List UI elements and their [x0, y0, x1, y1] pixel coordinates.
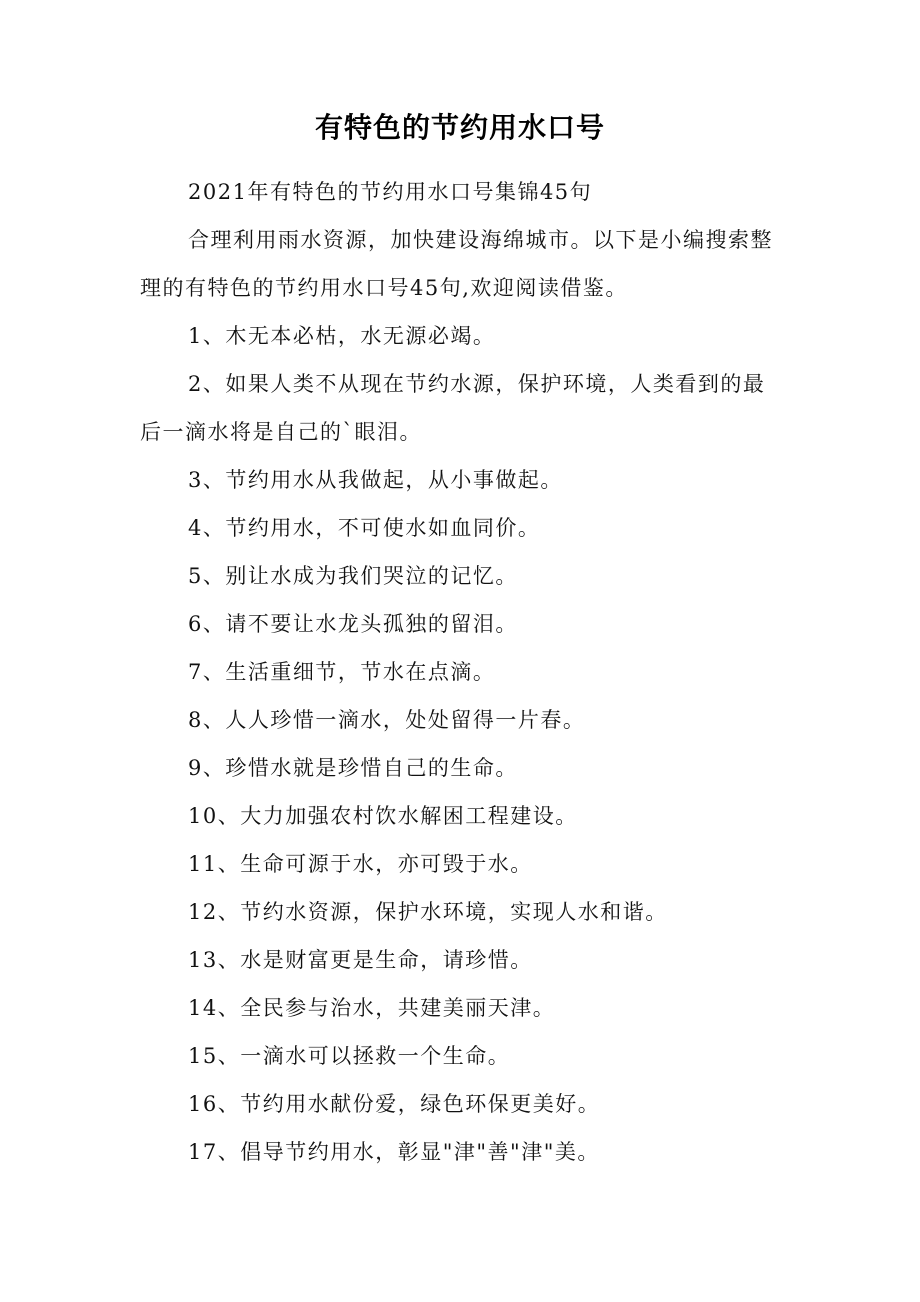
list-item: 13、水是财富更是生命，请珍惜。 [188, 948, 533, 972]
list-item: 4、节约用水，不可使水如血同价。 [188, 516, 541, 540]
list-item: 11、生命可源于水，亦可毁于水。 [188, 852, 533, 876]
list-item: 15、一滴水可以拯救一个生命。 [188, 1044, 511, 1068]
list-item: 12、节约水资源，保护水环境，实现人水和谐。 [188, 900, 668, 924]
list-item: 3、节约用水从我做起，从小事做起。 [188, 468, 563, 492]
list-item: 9、珍惜水就是珍惜自己的生命。 [188, 756, 518, 780]
list-item: 7、生活重细节，节水在点滴。 [188, 660, 496, 684]
list-item: 6、请不要让水龙头孤独的留泪。 [188, 612, 518, 636]
list-item: 17、倡导节约用水，彰显"津"善"津"美。 [188, 1140, 600, 1164]
list-item: 2、如果人类不从现在节约水源，保护环境，人类看到的最后一滴水将是自己的`眼泪。 [140, 372, 766, 444]
list-item: 1、木无本必枯，水无源必竭。 [188, 324, 496, 348]
document-title: 有特色的节约用水口号 [314, 111, 605, 144]
list-item: 5、别让水成为我们哭泣的记忆。 [188, 564, 518, 588]
intro-paragraph: 合理利用雨水资源，加快建设海绵城市。以下是小编搜索整理的有特色的节约用水口号45句,欢迎阅读借鉴。 [140, 228, 773, 300]
list-item: 16、节约用水献份爱，绿色环保更美好。 [188, 1092, 601, 1116]
document-body [140, 168, 776, 1176]
list-item: 14、全民参与治水，共建美丽天津。 [188, 996, 556, 1020]
subtitle-paragraph: 2021年有特色的节约用水口号集锦45句 [188, 180, 593, 204]
list-item: 8、人人珍惜一滴水，处处留得一片春。 [188, 708, 586, 732]
list-item: 10、大力加强农村饮水解困工程建设。 [188, 804, 578, 828]
